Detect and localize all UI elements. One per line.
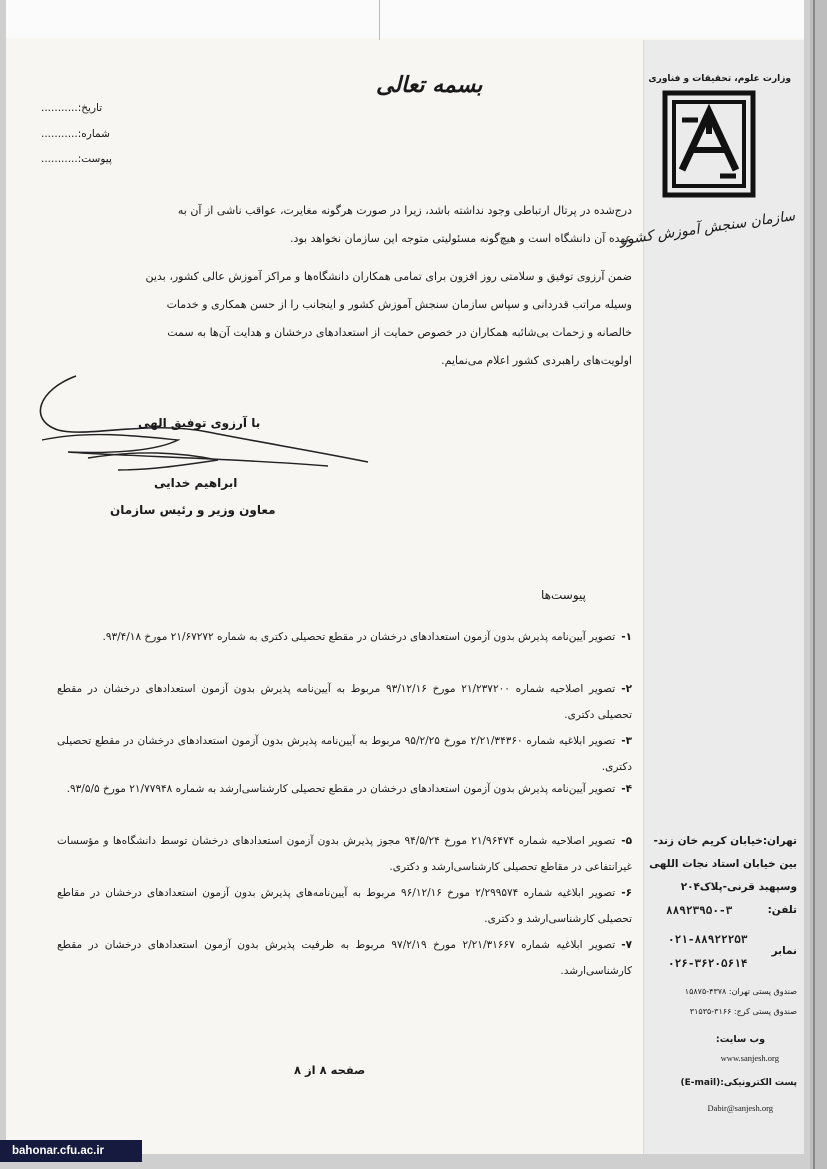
address-line-3: وسپهبد قرنی-پلاک۲۰۴ (680, 881, 797, 893)
attachment-text: تصویر ابلاغیه شماره ۲/۲۹۹۵۷۴ مورخ ۹۶/۱۲/۱۶ مربوط به آیین‌نامه‌های پذیرش بدون آزمون استعدادهای درخشان در مقاطع تحصیلی کارشناسی‌ارشد و دکتری. (57, 887, 632, 925)
phone-label: تلفن: (767, 904, 797, 916)
paragraph-2-line-1: ضمن آرزوی توفیق و سلامتی روز افزون برای تمامی همکاران دانشگاه‌ها و مراکز آموزش عالی کشور، بدین (145, 270, 632, 283)
attachments-title: پیوست‌ها (541, 588, 586, 602)
paragraph-2-line-2: وسیله مراتب قدردانی و سپاس سازمان سنجش آموزش کشور و اینجانب را از حسن همکاری و خدمات (166, 298, 632, 311)
attachment-item (57, 932, 632, 984)
page-fold-line (379, 0, 380, 40)
email-link[interactable]: Dabir@sanjesh.org (707, 1103, 773, 1113)
po-box-tehran: صندوق پستی تهران: ۴۳۷۸-۱۵۸۷۵ (684, 987, 797, 996)
sanjesh-logo-icon (662, 90, 756, 198)
attachment-text: تصویر ابلاغیه شماره ۲/۲۱/۳۴۳۶۰ مورخ ۹۵/۲/۲۵ مربوط به آیین‌نامه پذیرش بدون آزمون استعدادهای درخشان در مقطع تحصیلی دکتری. (57, 735, 632, 773)
attachment-item (57, 624, 632, 650)
page-number: صفحه ۸ از ۸ (294, 1063, 366, 1077)
signatory-title: معاون وزیر و رئیس سازمان (110, 503, 276, 517)
attachment-number: ۲- (621, 683, 632, 695)
paragraph-1-line-1: درج‌شده در پرتال ارتباطی وجود نداشته باشد، زیرا در صورت هرگونه مغایرت، عواقب ناشی از آن به (177, 204, 632, 217)
attachment-number: ۷- (621, 939, 632, 951)
attachment-number: ۴- (621, 783, 632, 795)
attachment-field: پیوست:........... (41, 153, 112, 165)
attachment-number: ۵- (621, 835, 632, 847)
signature-wish: با آرزوی توفیق الهی (138, 416, 261, 430)
attachment-item (57, 828, 632, 880)
attachment-text: تصویر اصلاحیه شماره ۲۱/۲۳۷۲۰۰ مورخ ۹۳/۱۲/۱۶ مربوط به آیین‌نامه پذیرش بدون آزمون استعدادهای درخشان در مقطع تحصیلی دکتری. (57, 683, 632, 721)
organization-name: سازمان سنجش آموزش کشور (618, 208, 797, 249)
email-label: پست الکترونیکی:(E-mail) (680, 1078, 797, 1088)
date-field: تاریخ:........... (41, 102, 103, 114)
attachment-number: ۶- (621, 887, 633, 899)
fax-number-1: ۰۲۱-۸۸۹۲۲۲۵۳ (668, 933, 748, 946)
phone-number: ۸۸۹۲۳۹۵۰-۳ (666, 904, 733, 917)
attachment-text: تصویر ابلاغیه شماره ۲/۲۱/۳۱۶۶۷ مورخ ۹۷/۲/۱۹ مربوط به ظرفیت پذیرش بدون آزمون استعدادهای درخشان در مقطع کارشناسی‌ارشد. (57, 939, 632, 977)
number-field: شماره:........... (41, 128, 110, 140)
attachment-text: تصویر آیین‌نامه پذیرش بدون آزمون استعدادهای درخشان در مقطع تحصیلی دکتری به شماره ۲۱/۶۷۲۷۲ مورخ ۹۳/۴/۱۸. (102, 631, 616, 643)
website-link[interactable]: www.sanjesh.org (720, 1053, 779, 1063)
right-scan-edge (810, 0, 827, 1169)
attachment-item (57, 676, 632, 728)
attachment-text: تصویر آیین‌نامه پذیرش بدون آزمون استعدادهای درخشان در مقطع تحصیلی کارشناسی‌ارشد به شماره ۲۱/۷۷۹۴۸ مورخ ۹۳/۵/۵. (66, 783, 616, 795)
website-label: وب سایت: (715, 1034, 765, 1045)
fax-label: نمابر (771, 945, 797, 957)
attachment-number: ۱- (621, 631, 632, 643)
basmala-heading: بسمه تعالی (376, 72, 483, 98)
letterhead-sidebar (618, 40, 804, 1154)
address-line-1: تهران:خیابان کریم خان زند- (653, 835, 797, 847)
letter-page (6, 0, 804, 1154)
attachment-text: تصویر اصلاحیه شماره ۲۱/۹۶۴۷۴ مورخ ۹۴/۵/۲۴ مجوز پذیرش بدون آزمون استعدادهای درخشان توسط دانشگاه‌ها و مؤسسات غیرانتفاعی در مقاطع تحصیلی کارشناسی‌ارشد و دکتری. (57, 835, 632, 873)
attachment-number: ۳- (621, 735, 633, 747)
handwritten-signature (28, 370, 378, 490)
attachment-item (57, 776, 632, 802)
attachment-item (57, 880, 632, 932)
paragraph-2-line-3: خالصانه و زحمات بی‌شائبه همکاران در خصوص حمایت از استعدادهای درخشان و هدایت آن‌ها به سمت (167, 326, 632, 339)
attachment-item (57, 728, 632, 780)
paragraph-1-line-2: عهده آن دانشگاه است و هیچ‌گونه مسئولیتی متوجه این سازمان نخواهد بود. (289, 232, 632, 245)
footer-site-link[interactable]: bahonar.cfu.ac.ir (12, 1145, 105, 1157)
po-box-karaj: صندوق پستی کرج: ۳۱۶۶-۳۱۵۳۵ (689, 1007, 797, 1016)
fax-number-2: ۰۲۶-۳۶۲۰۵۶۱۴ (668, 957, 748, 970)
signatory-name: ابراهیم خدایی (154, 476, 238, 490)
paragraph-2-line-4: اولویت‌های راهبردی کشور اعلام می‌نمایم. (441, 354, 632, 367)
address-line-2: بین خیابان استاد نجات اللهی (649, 858, 797, 870)
top-margin (6, 0, 804, 38)
ministry-label: وزارت علوم، تحقیقات و فناوری (648, 74, 791, 84)
